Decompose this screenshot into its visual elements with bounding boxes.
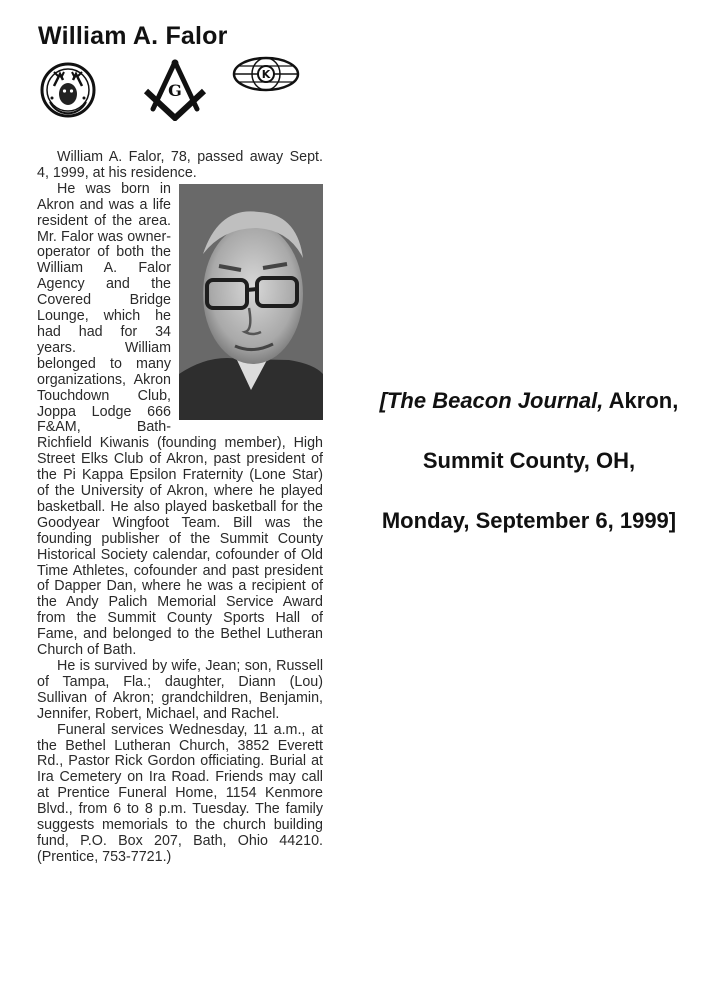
kiwanis-letter: K xyxy=(261,68,271,81)
masonic-letter: G xyxy=(168,81,182,100)
kiwanis-globe-icon xyxy=(232,56,300,92)
obituary-paragraph-2: He was born in Akron and was a life resident of the area. Mr. Falor was owner-operator of both the William A. Falor Agency and the Covered Bridge Lounge, which he had had for 34 years. William belonged to many organizations, Akron Touchdown Club, Joppa Lodge 666 F&AM, Bath-Richfield Kiwanis (founding member), High Street Elks Club of Akron, past president of the Pi Kappa Epsilon Fraternity (Lone Star) of the University of Akron, where he played basketball. He also played basketball for the Goodyear Wingfoot Team. Bill was the founding publisher of the Summit County Historical Society calendar, cofounder of Old Time Athletes, cofounder and past president of Dapper Dan, where he was a recipient of the Andy Palich Memorial Service Award from the Summit County Sports Hall of Fame, and belonged to the Bethel Lutheran Church of Bath. xyxy=(37,180,323,659)
obituary-paragraph-3: He is survived by wife, Jean; son, Russell of Tampa, Fla.; daughter, Diann (Lou) Sullivan of Akron; grandchildren, Benjamin, Jennifer, Robert, Michael, and Rachel. xyxy=(37,658,323,722)
obituary-text-column xyxy=(37,150,323,866)
newspaper-name: The Beacon Journal, xyxy=(386,388,604,413)
source-citation xyxy=(345,385,713,565)
masonic-square-compass-icon xyxy=(143,59,207,121)
citation-city: Akron, xyxy=(608,388,679,413)
citation-county: Summit County, OH, xyxy=(422,448,636,473)
portrait-image xyxy=(179,184,323,420)
citation-date: Monday, September 6, 1999 xyxy=(381,508,669,533)
elks-lodge-emblem-icon xyxy=(40,62,96,118)
citation-line-1: [The Beacon Journal, Akron, xyxy=(379,388,679,413)
citation-date-line: Monday, September 6, 1999] xyxy=(381,508,677,533)
obituary-paragraph-4: Funeral services Wednesday, 11 a.m., at the Bethel Lutheran Church, 3852 Everett Rd., Pastor Rick Gordon officiating. Burial at Ira Cemetery on Ira Road. Friends may call at Prentice Funeral Home, 1154 Kenmore Blvd., from 6 to 8 p.m. Tuesday. The family suggests memorials to the church building fund, P.O. Box 207, Bath, Ohio 44210. (Prentice, 753-7721.) xyxy=(37,721,323,865)
portrait-photo xyxy=(179,184,323,420)
obituary-paragraph-1: William A. Falor, 78, passed away Sept. 4, 1999, at his residence. xyxy=(37,149,323,181)
obituary-headline: William A. Falor xyxy=(38,22,228,50)
